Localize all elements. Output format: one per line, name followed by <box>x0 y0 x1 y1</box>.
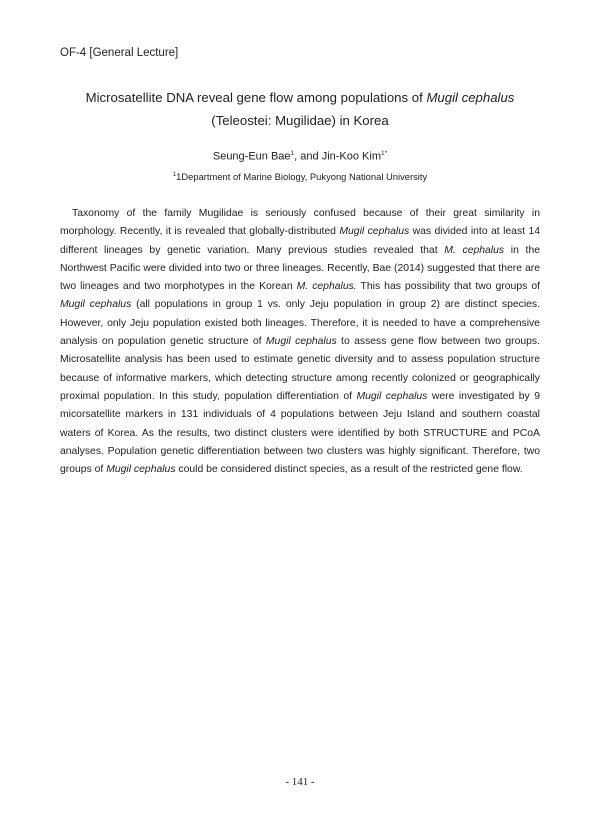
affiliation-mark: 1 <box>172 171 177 178</box>
species-name: Mugil cephalus <box>60 299 132 311</box>
author-2: Jin-Koo Kim <box>321 150 381 163</box>
title-part1: Microsatellite DNA reveal gene flow among populations of <box>85 90 427 105</box>
abstract-text: (all populations in group 1 vs. only Jeju population in group 2) are distinct species. However, only Jeju population existed both lineages. Therefore, it is needed to have a comprehensive analysis on population genetic structure of <box>60 299 541 348</box>
abstract-text: were investigated by 9 micorsatellite markers in 131 individuals of 4 populations between Jeju Island and southern coastal waters of Korea. As the results, two distinct clusters were identified by both STRUCTURE and PCoA analyses. Population genetic differentiation between two clusters was highly significant. Therefore, two groups of <box>60 390 541 476</box>
title-part2: (Teleostei: Mugilidae) in Korea <box>211 113 389 128</box>
page-number: - 141 - <box>285 776 315 788</box>
species-name: M. cephalus. <box>296 281 357 293</box>
paper-title <box>58 86 542 132</box>
species-name: Mugil cephalus <box>356 390 428 402</box>
affiliation <box>0 171 600 182</box>
abstract-body <box>60 205 540 479</box>
author-line <box>0 150 600 163</box>
session-label: OF-4 [General Lecture] <box>60 47 179 59</box>
abstract-text: was divided into at least 14 different lineages by genetic variation. Many previous studies revealed that <box>60 226 541 256</box>
affiliation-text: 1Department of Marine Biology, Pukyong National University <box>176 171 428 182</box>
species-name: Mugil cephalus <box>106 464 176 476</box>
abstract-text: could be considered distinct species, as a result of the restricted gene flow. <box>175 464 523 476</box>
author-2-affil-mark: 1* <box>380 150 388 157</box>
species-name: Mugil cephalus <box>339 226 410 238</box>
abstract-text: This has possibility that two groups of <box>356 281 540 293</box>
author-1-affil-mark: 1 <box>290 150 295 157</box>
abstract-text: Taxonomy of the family Mugilidae is seriously confused because of their great similarity in morphology. Recently, it is revealed that globally-distributed <box>60 208 540 238</box>
title-species: Mugil cephalus <box>426 90 515 105</box>
species-name: Mugil cephalus <box>265 336 337 348</box>
author-separator: , and <box>294 150 322 163</box>
author-1: Seung-Eun Bae <box>212 150 291 163</box>
abstract-text: to assess gene flow between two groups. Microsatellite analysis has been used to estimate genetic diversity and to assess population structure because of informative markers, which detecting structure among recently colonized or geographically proximal population. In this study, population differentiation of <box>60 336 541 402</box>
species-name: M. cephalus <box>444 244 505 256</box>
abstract-text: in the Northwest Pacific were divided into two or three lineages. Recently, Bae (2014) suggested that there are two lineages and two morphotypes in the Korean <box>60 244 540 293</box>
